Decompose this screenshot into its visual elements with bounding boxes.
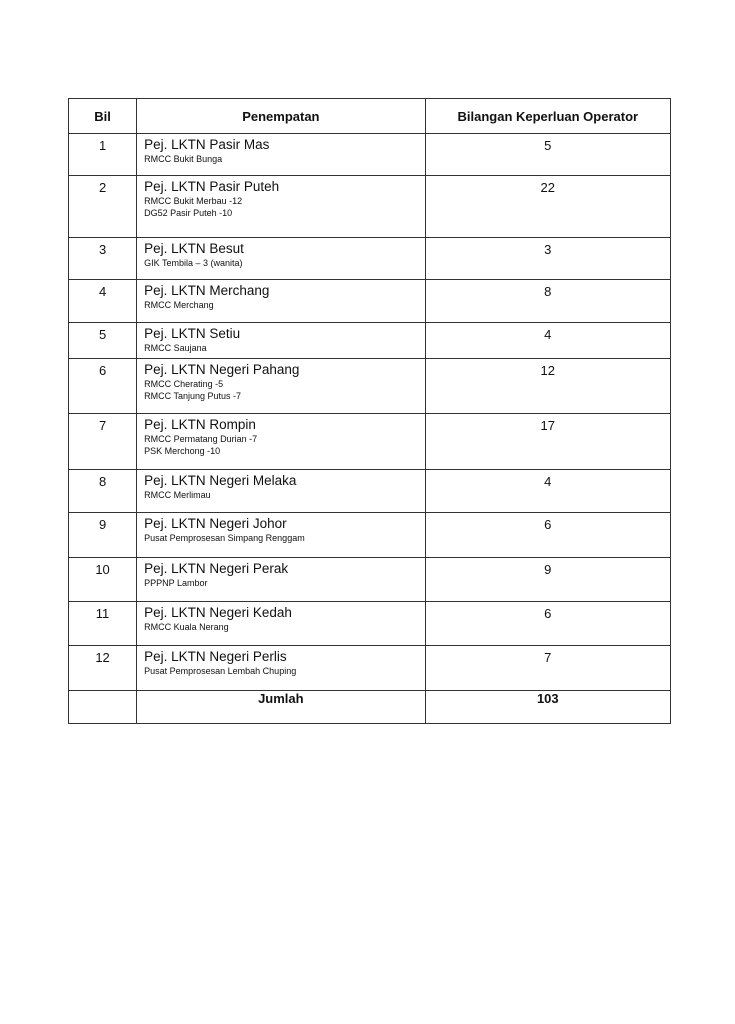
sub-location: PPPNP Lambor (144, 578, 208, 588)
row-operators: 9 (425, 558, 670, 602)
sub-location: RMCC Bukit Bunga (144, 154, 223, 164)
row-placement (137, 414, 425, 470)
header-placement: Penempatan (137, 99, 425, 134)
row-placement (137, 323, 425, 359)
header-row (69, 99, 671, 134)
sub-location: RMCC Merlimau (144, 490, 211, 500)
table-row (69, 359, 671, 414)
row-placement (137, 238, 425, 280)
row-bil: 5 (69, 323, 137, 359)
row-bil: 11 (69, 602, 137, 646)
header-bil: Bil (69, 99, 137, 134)
row-bil: 2 (69, 176, 137, 238)
row-placement (137, 558, 425, 602)
office-name: Pej. LKTN Pasir Puteh (144, 179, 280, 194)
row-bil: 8 (69, 470, 137, 513)
row-bil: 12 (69, 646, 137, 691)
total-blank-cell (69, 691, 137, 724)
sub-location: PSK Merchong -10 (144, 446, 221, 456)
table-row (69, 602, 671, 646)
sub-location: Pusat Pemprosesan Simpang Renggam (144, 533, 305, 543)
table-row (69, 176, 671, 238)
row-placement (137, 602, 425, 646)
row-operators: 6 (425, 602, 670, 646)
table-row (69, 323, 671, 359)
row-operators: 4 (425, 470, 670, 513)
header-operators: Bilangan Keperluan Operator (425, 99, 670, 134)
total-value: 103 (425, 691, 670, 724)
table-body (69, 134, 671, 691)
office-name: Pej. LKTN Setiu (144, 326, 241, 341)
sub-location: DG52 Pasir Puteh -10 (144, 208, 233, 218)
table-row (69, 470, 671, 513)
sub-location: Pusat Pemprosesan Lembah Chuping (144, 666, 297, 676)
row-placement (137, 176, 425, 238)
row-placement (137, 470, 425, 513)
row-operators: 4 (425, 323, 670, 359)
row-placement (137, 513, 425, 558)
office-name: Pej. LKTN Negeri Perlis (144, 649, 287, 664)
row-operators: 3 (425, 238, 670, 280)
row-operators: 22 (425, 176, 670, 238)
row-operators: 5 (425, 134, 670, 176)
table-row (69, 280, 671, 323)
row-bil: 1 (69, 134, 137, 176)
row-placement (137, 359, 425, 414)
office-name: Pej. LKTN Merchang (144, 283, 270, 298)
row-bil: 7 (69, 414, 137, 470)
office-name: Pej. LKTN Negeri Perak (144, 561, 289, 576)
office-name: Pej. LKTN Rompin (144, 417, 256, 432)
total-row (69, 691, 671, 724)
row-placement (137, 280, 425, 323)
row-operators: 7 (425, 646, 670, 691)
row-bil: 4 (69, 280, 137, 323)
row-operators: 12 (425, 359, 670, 414)
sub-location: RMCC Kuala Nerang (144, 622, 229, 632)
row-operators: 8 (425, 280, 670, 323)
sub-location: RMCC Permatang Durian -7 (144, 434, 258, 444)
sub-location: GIK Tembila – 3 (wanita) (144, 258, 243, 268)
row-operators: 17 (425, 414, 670, 470)
table-row (69, 513, 671, 558)
row-bil: 10 (69, 558, 137, 602)
row-placement (137, 646, 425, 691)
office-name: Pej. LKTN Pasir Mas (144, 137, 270, 152)
total-label: Jumlah (137, 691, 425, 724)
row-bil: 9 (69, 513, 137, 558)
office-name: Pej. LKTN Negeri Pahang (144, 362, 300, 377)
row-bil: 6 (69, 359, 137, 414)
row-placement (137, 134, 425, 176)
table-row (69, 414, 671, 470)
row-operators: 6 (425, 513, 670, 558)
table-row (69, 646, 671, 691)
table-row (69, 238, 671, 280)
sub-location: RMCC Tanjung Putus -7 (144, 391, 241, 401)
office-name: Pej. LKTN Besut (144, 241, 244, 256)
placement-table (68, 98, 671, 724)
office-name: Pej. LKTN Negeri Johor (144, 516, 287, 531)
table-row (69, 134, 671, 176)
office-name: Pej. LKTN Negeri Melaka (144, 473, 297, 488)
table-row (69, 558, 671, 602)
sub-location: RMCC Cherating -5 (144, 379, 224, 389)
row-bil: 3 (69, 238, 137, 280)
sub-location: RMCC Saujana (144, 343, 207, 353)
office-name: Pej. LKTN Negeri Kedah (144, 605, 292, 620)
sub-location: RMCC Bukit Merbau -12 (144, 196, 243, 206)
sub-location: RMCC Merchang (144, 300, 214, 310)
